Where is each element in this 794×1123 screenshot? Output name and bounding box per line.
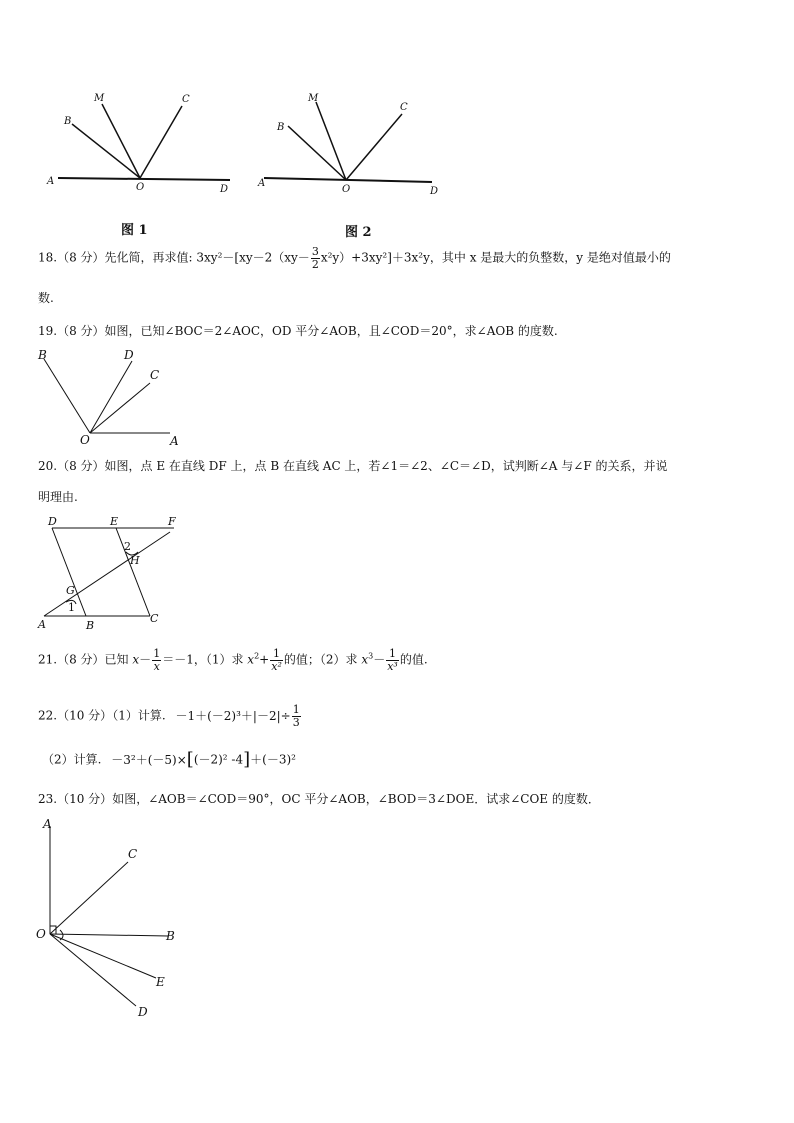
fraction-3-2 [311,246,320,270]
label-angle-1: 1 [68,601,75,614]
fraction-numerator: 3 [311,245,319,258]
question-18-line2: 数. [38,291,54,305]
ray-OD [90,361,132,433]
question-score: （10 分） [57,792,113,806]
label-E: E [110,515,119,528]
label-B: B [64,116,72,127]
segment-AF [44,532,170,616]
plus-sign: + [259,652,270,667]
fraction-denominator: x [153,659,160,673]
question-22-part1 [38,704,302,728]
fraction-1-3 [292,704,301,728]
question-text: 如图，点 E 在直线 DF 上，点 B 在直线 AC 上，若∠1＝∠2、∠C＝∠D，试判断∠A 与∠F 的关系，并说 [104,459,668,473]
exponent-3: 3 [368,651,374,661]
question-text: x²y）+3xy²]＋3x²y，其中 x 是最大的负整数，y 是绝对值最小的 [320,250,671,265]
question-number: 23. [38,792,58,806]
label-B: B [277,122,285,133]
fraction-numerator: 1 [292,703,300,716]
part-label: （1）计算. [112,708,166,723]
mid-text: 的值；（2）求 [283,652,358,667]
label-M: M [94,93,105,104]
question-score: （8 分） [57,652,105,667]
label-D: D [124,348,134,362]
expression: －1＋(－2)³＋|－2|÷ [175,708,291,723]
fraction-1-over-x3 [386,648,399,672]
label-B: B [166,929,175,943]
label-D: D [48,515,57,528]
label-C: C [150,612,159,625]
ray-OB [44,359,90,433]
question-score: （10 分） [57,708,113,723]
question-22-part2 [42,751,296,769]
label-C: C [182,94,190,105]
expression: －3²＋(－5)× [111,752,187,767]
label-C: C [400,102,408,113]
ray-OB [50,934,168,936]
label-D: D [430,186,439,197]
ray-OC [50,862,128,934]
ray-OE [50,934,156,978]
var-x: x [132,652,140,667]
figure-q19 [34,345,194,447]
var-x: x [247,652,255,667]
var-x: x [361,652,369,667]
label-O: O [80,433,90,447]
ray-OD [50,934,136,1006]
fraction-denominator: 2 [311,257,319,271]
right-bracket: ] [243,749,251,770]
minus-sign: － [139,652,152,667]
question-lead: 已知 [104,652,129,667]
question-23-text [38,792,600,806]
question-21 [38,648,428,672]
question-number: 20. [38,459,58,473]
ray-OB [288,126,346,180]
fraction-denominator: 3 [292,715,300,729]
label-C: C [150,368,160,382]
question-number: 19. [38,324,58,338]
question-text: 如图，∠AOB＝∠COD＝90°，OC 平分∠AOB，∠BOD＝3∠DOE．试求∠COE 的度数． [112,792,600,806]
fraction-numerator: 1 [270,648,283,661]
line-AD [58,178,230,180]
label-C: C [128,847,138,861]
ray-OB [72,124,140,178]
segment-EC [116,528,150,616]
fraction-denominator: x² [271,659,282,673]
question-text: 如图，已知∠BOC＝2∠AOC，OD 平分∠AOB，且∠COD＝20°，求∠AOB 的度数. [104,324,558,338]
label-A: A [47,176,55,187]
question-number: 18. [38,250,58,265]
expression-tail: ＋(－3)² [250,752,296,767]
ray-OC [346,114,402,180]
ray-OM [102,104,140,178]
question-20-line1 [38,459,667,473]
bracket-content: (－2)² -4 [193,752,244,767]
figure-q20 [34,514,184,634]
question-text: 先化简，再求值: 3xy²－[xy－2（xy－ [104,250,310,265]
equation-text: ＝－1，（1）求 [162,652,244,667]
question-19-text [38,324,558,338]
label-O: O [342,184,351,195]
label-D: D [220,184,229,195]
fraction-numerator: 1 [386,648,399,661]
label-B: B [38,348,47,362]
question-number: 22. [38,708,58,723]
ray-OM [316,102,346,180]
fraction-1-over-x [152,648,161,672]
figure-q23 [34,814,184,1022]
question-number: 21. [38,652,58,667]
question-score: （8 分） [57,324,105,338]
question-18-line1 [38,246,671,270]
fraction-denominator: x³ [387,659,398,673]
question-score: （8 分） [57,250,105,265]
label-D: D [138,1005,148,1019]
label-O: O [136,182,145,193]
minus-sign: － [373,652,386,667]
question-20-line2: 明理由. [38,490,78,504]
figure-2-caption: 图 2 [345,225,372,240]
label-angle-2: 2 [124,540,131,553]
figure-2 [252,88,452,198]
label-G: G [66,584,75,597]
fraction-1-over-x2 [270,648,283,672]
question-score: （8 分） [57,459,105,473]
label-A: A [170,434,179,447]
fraction-numerator: 1 [153,647,161,660]
figure-1-caption: 图 1 [121,223,148,238]
label-B: B [86,619,95,632]
label-A: A [43,817,52,831]
label-F: F [168,515,176,528]
figure-1 [40,88,250,198]
label-A: A [258,178,266,189]
label-E: E [156,975,165,989]
ray-OC [140,106,182,178]
label-O: O [36,927,46,941]
label-H: H [130,554,140,567]
ray-OC [90,383,150,433]
exponent-2: 2 [254,651,260,661]
left-bracket: [ [186,749,194,770]
label-A: A [38,618,46,631]
tail-text: 的值. [399,652,428,667]
part-label: （2）计算. [42,752,102,767]
label-M: M [308,93,319,104]
